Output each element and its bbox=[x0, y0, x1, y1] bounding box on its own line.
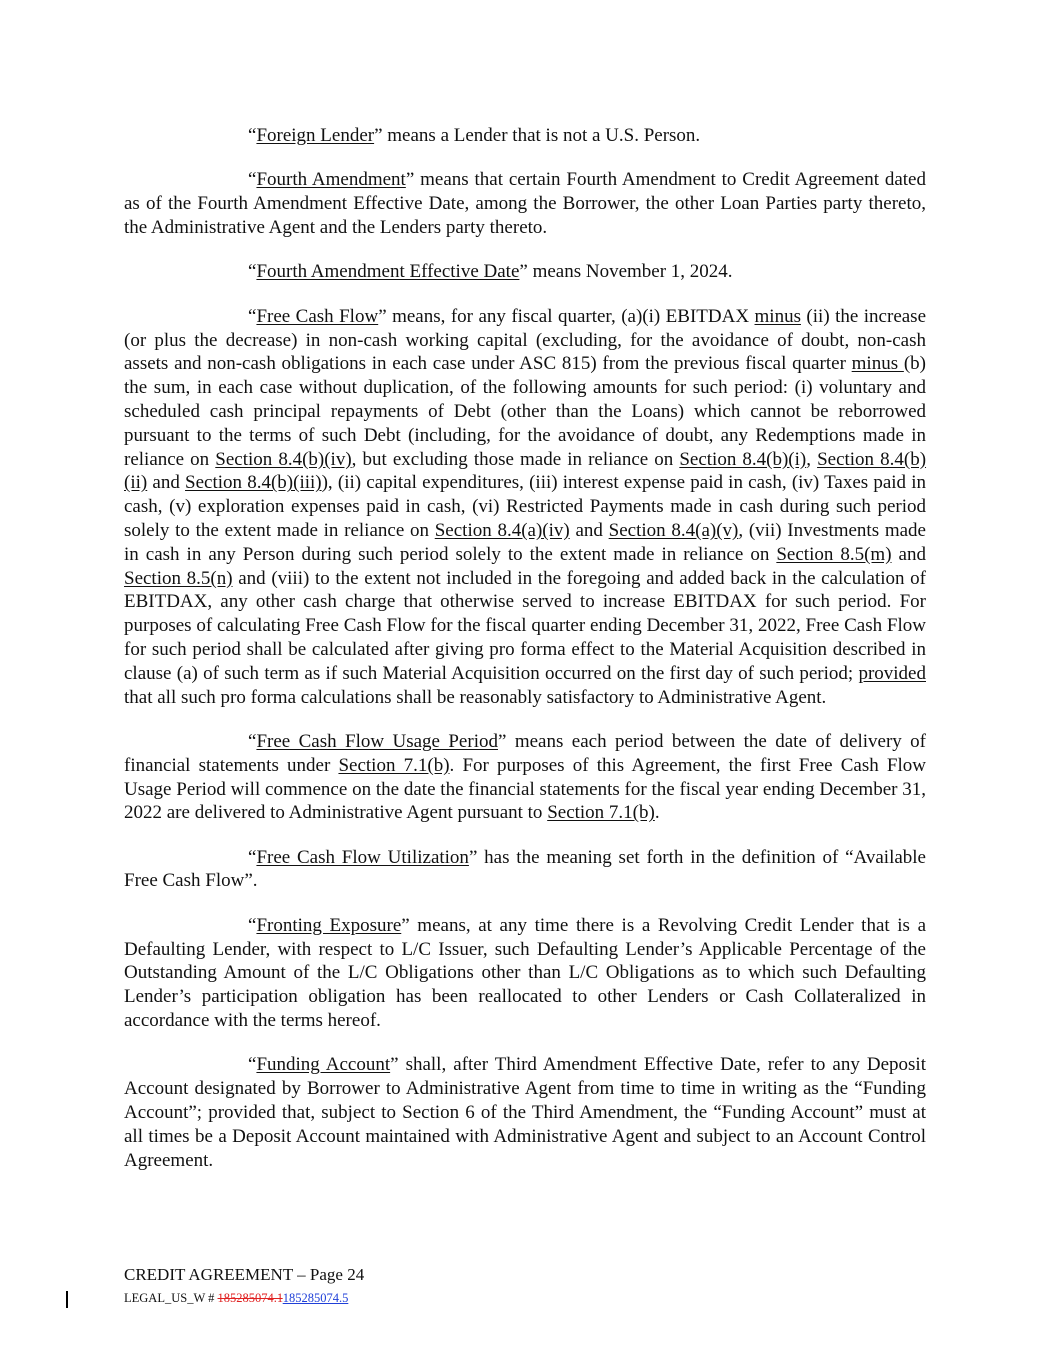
cross-reference: Section 7.1(b) bbox=[338, 754, 450, 776]
doc-id-inserted: 185285074.5 bbox=[282, 1291, 349, 1305]
definition-text: ” means each period between the date of delivery of financial statements under bbox=[124, 730, 927, 776]
definition-text: , but excluding those made in reliance on bbox=[351, 448, 680, 470]
defined-term: Fourth Amendment bbox=[256, 169, 406, 191]
cross-reference: Section 8.4(b)(ii) bbox=[124, 448, 927, 494]
definition-text: and (viii) to the extent not included in the foregoing and added back in the calculation of EBITDAX, any other cash charge that otherwise served to increase EBITDAX for such period. For purposes of calculating Free Cash Flow for the fiscal quarter ending December 31, 2022, Free Cash Flow for such period shall be calculated after giving pro forma effect to the Material Acquisition described in clause (a) of such term as if such Material Acquisition occurred on the first day of such period; bbox=[124, 567, 926, 684]
defined-term: Funding Account bbox=[256, 1054, 391, 1076]
definition-text: and bbox=[891, 543, 926, 565]
change-bar bbox=[66, 1291, 68, 1308]
doc-id-prefix: LEGAL_US_W # bbox=[124, 1291, 218, 1305]
definition-text: ), (ii) capital expenditures, (iii) interest expense paid in cash, (iv) Taxes paid in cash, (v) exploration expenses paid in cash, (vi) Restricted Payments made in cash during such period solely to the extent made in reliance on bbox=[124, 472, 927, 541]
definition-text: ” means that certain Fourth Amendment to Credit Agreement dated as of the Fourth Amendment Effective Date, among the Borrower, the other Loan Parties party thereto, the Administrative Agent and the Lenders party thereto. bbox=[124, 169, 926, 238]
definition-text: ” means, at any time there is a Revolving Credit Lender that is a Defaulting Lender, with respect to L/C Issuer, such Defaulting Lender’s Applicable Percentage of the Outstanding Amount of the L/C Obligations other than L/C Obligations as to which such Defaulting Lender’s participation obligation has been reallocated to other Lenders or Cash Collateralized in accordance with the terms hereof. bbox=[124, 914, 926, 1032]
doc-id-deleted: 185285074.1 bbox=[217, 1291, 283, 1305]
definition-fourth-amendment-effective-date: “Fourth Amendment Effective Date” means November 1, 2024. bbox=[248, 261, 733, 283]
footer-page-label: CREDIT AGREEMENT – Page 24 bbox=[124, 1265, 365, 1284]
cross-reference: minus bbox=[851, 353, 904, 375]
definition-text: . bbox=[654, 802, 660, 824]
definition-free-cash-flow: “Free Cash Flow” means, for any fiscal quarter, (a)(i) EBITDAX minus (ii) the increase (or plus the decrease) in non-cash working capital (excluding, for the avoidance of doubt, non-cash assets and non-cash obligations in each case under ASC 815) from the previous fiscal quarter minus (b) the sum, in each case without duplication, of the following amounts for such period: (i) voluntary and scheduled cash principal repayments of Debt (other than the Loans) which cannot be reborrowed pursuant to the terms of such Debt (including, for the avoidance of doubt, any Redemptions made in reliance on Section 8.4(b)(iv), but excluding those made in reliance on Section 8.4(b)(i), Section 8.4(b)(ii) and Section 8.4(b)(iii)), (ii) capital expenditures, (iii) interest expense paid in cash, (iv) Taxes paid in cash, (v) exploration expenses paid in cash, (vi) Restricted Payments made in cash during such period solely to the extent made in reliance on Section 8.4(a)(iv) and Section 8.4(a)(v), (vii) Investments made in cash in any Person during such period solely to the extent made in reliance on Section 8.5(m) and Section 8.5(n) and (viii) to the extent not included in the foregoing and added back in the calculation of EBITDAX, any other cash charge that otherwise served to increase EBITDAX for such period. For purposes of calculating Free Cash Flow for the fiscal quarter ending December 31, 2022, Free Cash Flow for such period shall be calculated after giving pro forma effect to the Material Acquisition described in clause (a) of such term as if such Material Acquisition occurred on the first day of such period; provided that all such pro forma calculations shall be reasonably satisfactory to Administrative Agent. bbox=[124, 305, 927, 708]
document-body bbox=[124, 124, 926, 1172]
defined-term: Free Cash Flow bbox=[256, 305, 379, 327]
cross-reference: Section 8.5(m) bbox=[776, 543, 892, 565]
cross-reference: Section 8.4(b)(iv) bbox=[215, 448, 352, 470]
cross-reference: minus bbox=[754, 305, 801, 327]
definition-funding-account: “Funding Account” shall, after Third Amendment Effective Date, refer to any Deposit Account designated by Borrower to Administrative Agent from time to time in writing as the “Funding Account”; provided that, subject to Section 6 of the Third Amendment, the “Funding Account” must at all times be a Deposit Account maintained with Administrative Agent and subject to an Account Control Agreement. bbox=[124, 1054, 926, 1171]
defined-term: Foreign Lender bbox=[256, 125, 375, 146]
definition-text: ” means, for any fiscal quarter, (a)(i) EBITDAX bbox=[378, 305, 755, 327]
page-footer bbox=[124, 1265, 364, 1306]
definition-free-cash-flow-usage-period: “Free Cash Flow Usage Period” means each period between the date of delivery of financial statements under Section 7.1(b). For purposes of this Agreement, the first Free Cash Flow Usage Period will commence on the date the financial statements for the fiscal year ending December 31, 2022 are delivered to Administrative Agent pursuant to Section 7.1(b). bbox=[124, 730, 927, 824]
definition-text: , bbox=[806, 448, 818, 470]
definition-fourth-amendment: “Fourth Amendment” means that certain Fourth Amendment to Credit Agreement dated as of the Fourth Amendment Effective Date, among the Borrower, the other Loan Parties party thereto, the Administrative Agent and the Lenders party thereto. bbox=[124, 169, 926, 238]
definition-text: , (vii) Investments made in cash in any Person during such period solely to the extent made in reliance on bbox=[124, 519, 926, 565]
cross-reference: Section 8.4(b)(i) bbox=[679, 448, 807, 470]
cross-reference: Section 8.4(a)(iv) bbox=[434, 519, 570, 541]
definition-text: ” means a Lender that is not a U.S. Person. bbox=[374, 125, 701, 146]
definition-text: . For purposes of this Agreement, the first Free Cash Flow Usage Period will commence on the date the financial statements for the fiscal year ending December 31, 2022 are delivered to Administrative Agent pursuant to bbox=[124, 754, 926, 824]
definition-fronting-exposure: “Fronting Exposure” means, at any time there is a Revolving Credit Lender that is a Defaulting Lender, with respect to L/C Issuer, such Defaulting Lender’s Applicable Percentage of the Outstanding Amount of the L/C Obligations other than L/C Obligations as to which such Defaulting Lender’s participation obligation has been reallocated to other Lenders or Cash Collateralized in accordance with the terms hereof. bbox=[124, 914, 926, 1032]
defined-term: Free Cash Flow Usage Period bbox=[256, 730, 498, 752]
definition-free-cash-flow-utilization: “Free Cash Flow Utilization” has the meaning set forth in the definition of “Available Free Cash Flow”. bbox=[124, 846, 926, 892]
defined-term: Fronting Exposure bbox=[256, 914, 402, 936]
footer-document-id bbox=[124, 1290, 364, 1306]
defined-term: Fourth Amendment Effective Date bbox=[256, 261, 520, 283]
definition-text: (ii) the increase (or plus the decrease) in non-cash working capital (excluding, for the avoidance of doubt, non-cash assets and non-cash obligations in each case under ASC 815) from the previous fiscal quarter bbox=[124, 305, 927, 375]
cross-reference: Section 8.5(n) bbox=[124, 567, 233, 589]
definition-text: (b) the sum, in each case without duplication, of the following amounts for such period: (i) voluntary and scheduled cash principal repayments of Debt (other than the Loans) which cannot be reborrowed pursuant to the terms of such Debt (including, for the avoidance of doubt, any Redemptions made in reliance on bbox=[124, 353, 927, 470]
definition-text: ” has the meaning set forth in the definition of “Available Free Cash Flow”. bbox=[124, 846, 926, 892]
cross-reference: Section 8.4(b)(iii) bbox=[185, 472, 322, 494]
definition-foreign-lender: “Foreign Lender” means a Lender that is not a U.S. Person. bbox=[248, 125, 701, 146]
definition-text: ” means November 1, 2024. bbox=[519, 261, 733, 283]
definition-text: that all such pro forma calculations shall be reasonably satisfactory to Administrative Agent. bbox=[124, 686, 827, 708]
definition-text: ” shall, after Third Amendment Effective Date, refer to any Deposit Account designated by Borrower to Administrative Agent from time to time in writing as the “Funding Account”; provided that, subject to Section 6 of the Third Amendment, the “Funding Account” must at all times be a Deposit Account maintained with Administrative Agent and subject to an Account Control Agreement. bbox=[124, 1054, 926, 1171]
cross-reference: provided bbox=[858, 662, 926, 684]
cross-reference: Section 8.4(a)(v) bbox=[608, 519, 739, 541]
definition-text: and bbox=[147, 472, 186, 494]
definition-text: and bbox=[569, 519, 609, 541]
defined-term: Free Cash Flow Utilization bbox=[256, 846, 469, 868]
cross-reference: Section 7.1(b) bbox=[547, 802, 655, 824]
